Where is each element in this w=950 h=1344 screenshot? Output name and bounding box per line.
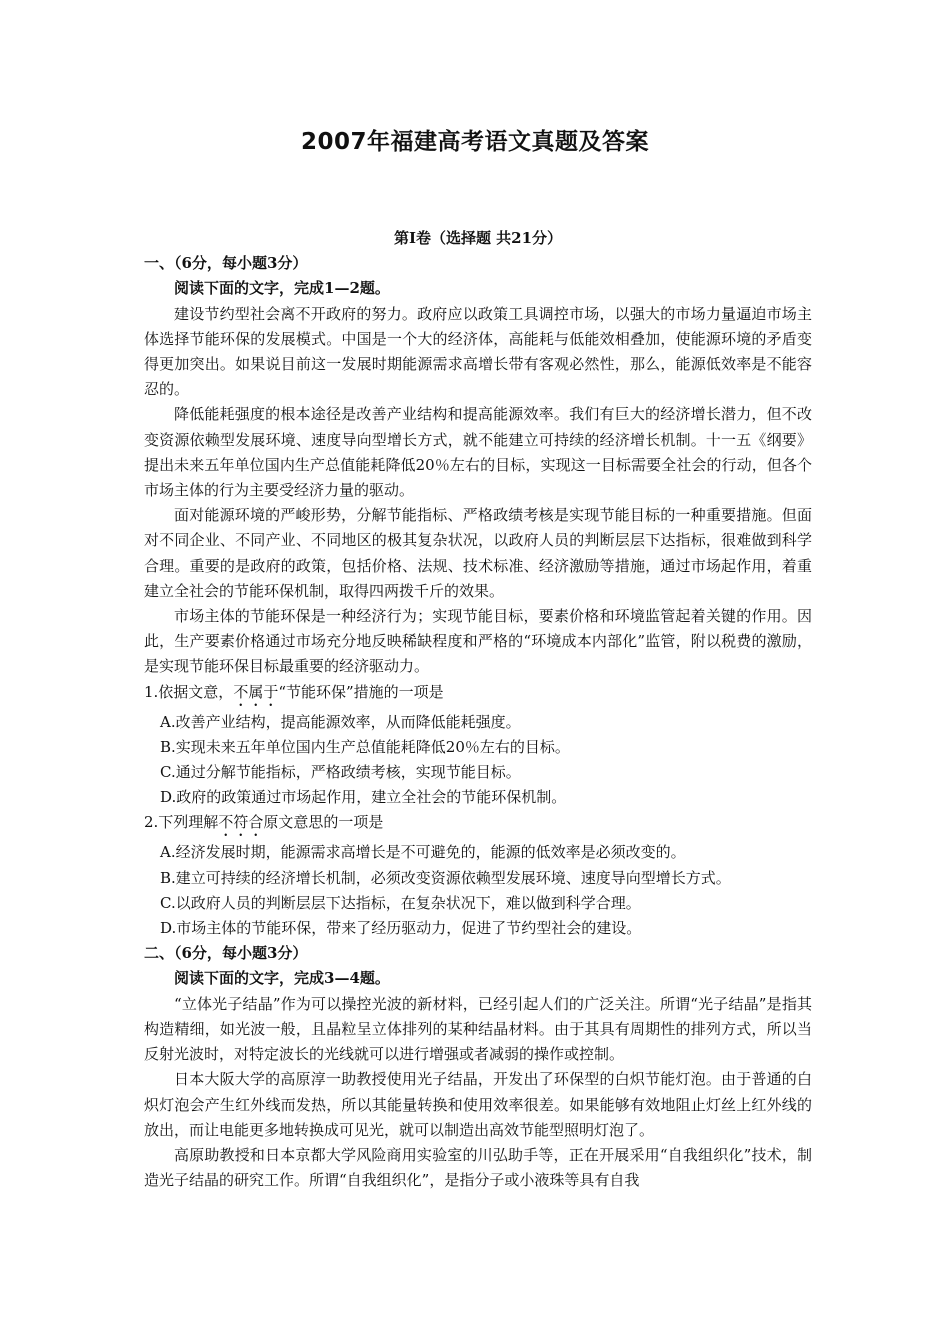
answer-option: C.以政府人员的判断层层下达指标，在复杂状况下，难以做到科学合理。 [160,893,641,912]
volume-subtitle: 第Ⅰ卷（选择题 共21分） [393,229,563,247]
passage-paragraph: 降低能耗强度的根本途径是改善产业结构和提高能源效率。我们有巨大的经济增长潜力，但不改变资源依赖型发展环境、速度导向型增长方式，就不能建立可持续的经济增长机制。十一五《纲要》提出未来五年单位国内生产总值能耗降低20％左右的目标，实现这一目标需要全社会的行动，但各个市场主体的行为主要受经济力量的驱动。 [144,405,812,500]
passage-paragraph: 建设节约型社会离不开政府的努力。政府应以政策工具调控市场，以强大的市场力量逼迫市场主体选择节能环保的发展模式。中国是一个大的经济体，高能耗与低能效相叠加，使能源环境的矛盾变得更加突出。如果说目前这一发展时期能源需求高增长带有客观必然性，那么，能源低效率是不能容忍的。 [144,304,812,399]
emphasized-words: 不属于 [233,682,279,701]
answer-option: A.改善产业结构，提高能源效率，从而降低能耗强度。 [160,712,521,731]
section-heading: 二、（6分，每小题3分） [144,944,308,963]
question-stem-text: 1.依据文意， [144,682,234,701]
section-instruction: 阅读下面的文字，完成1—2题。 [174,279,390,298]
answer-option: D.政府的政策通过市场起作用，建立全社会的节能环保机制。 [160,788,567,807]
passage-paragraph: 市场主体的节能环保是一种经济行为；实现节能目标，要素价格和环境监管起着关键的作用。因此，生产要素价格通过市场充分地反映稀缺程度和严格的“环境成本内部化”监管，附以税费的激励，是实现节能环保目标最重要的经济驱动力。 [144,607,812,676]
answer-option: B.实现未来五年单位国内生产总值能耗降低20％左右的目标。 [160,737,570,756]
answer-option: D.市场主体的节能环保，带来了经历驱动力，促进了节约型社会的建设。 [160,919,642,938]
answer-option: C.通过分解节能指标，严格政绩考核，实现节能目标。 [160,763,521,782]
question-stem-text: “节能环保”措施的一项是 [278,682,444,701]
passage-paragraph: “立体光子结晶”作为可以操控光波的新材料，已经引起人们的广泛关注。所谓“光子结晶”是指其构造精细，如光波一般，且晶粒呈立体排列的某种结晶材料。由于其具有周期性的排列方式，所以当反射光波时，对特定波长的光线就可以进行增强或者减弱的操作或控制。 [144,994,812,1064]
passage-paragraph: 面对能源环境的严峻形势，分解节能指标、严格政绩考核是实现节能目标的一种重要措施。但面对不同企业、不同产业、不同地区的极其复杂状况，以政府人员的判断层层下达指标，很难做到科学合理。重要的是政府的政策，包括价格、法规、技术标准、经济激励等措施，通过市场起作用，着重建立全社会的节能环保机制，取得四两拨千斤的效果。 [144,506,812,600]
answer-option: A.经济发展时期，能源需求高增长是不可避免的，能源的低效率是必须改变的。 [160,843,686,862]
answer-option: B.建立可持续的经济增长机制，必须改变资源依赖型发展环境、速度导向型增长方式。 [160,868,731,887]
question-stem-text: 原文意思的一项是 [263,813,384,832]
document-body [144,226,812,1193]
question-stem [144,810,812,840]
section-instruction: 阅读下面的文字，完成3—4题。 [174,969,390,988]
emphasized-words: 不符合 [218,813,264,832]
document-title: 2007年福建高考语文真题及答案 [300,129,649,155]
passage-paragraph: 高原助教授和日本京都大学风险商用实验室的川弘助手等，正在开展采用“自我组织化”技术，制造光子结晶的研究工作。所谓“自我组织化”，是指分子或小液珠等具有自我 [144,1145,812,1190]
passage-paragraph: 日本大阪大学的高原淳一助教授使用光子结晶，开发出了环保型的白炽节能灯泡。由于普通的白炽灯泡会产生红外线而发热，所以其能量转换和使用效率很差。如果能够有效地阻止灯丝上红外线的放出，而让电能更多地转换成可见光，就可以制造出高效节能型照明灯泡了。 [144,1070,812,1139]
question-stem-text: 2.下列理解 [144,813,219,832]
question-stem [144,680,812,710]
section-heading: 一、（6分，每小题3分） [144,254,308,273]
